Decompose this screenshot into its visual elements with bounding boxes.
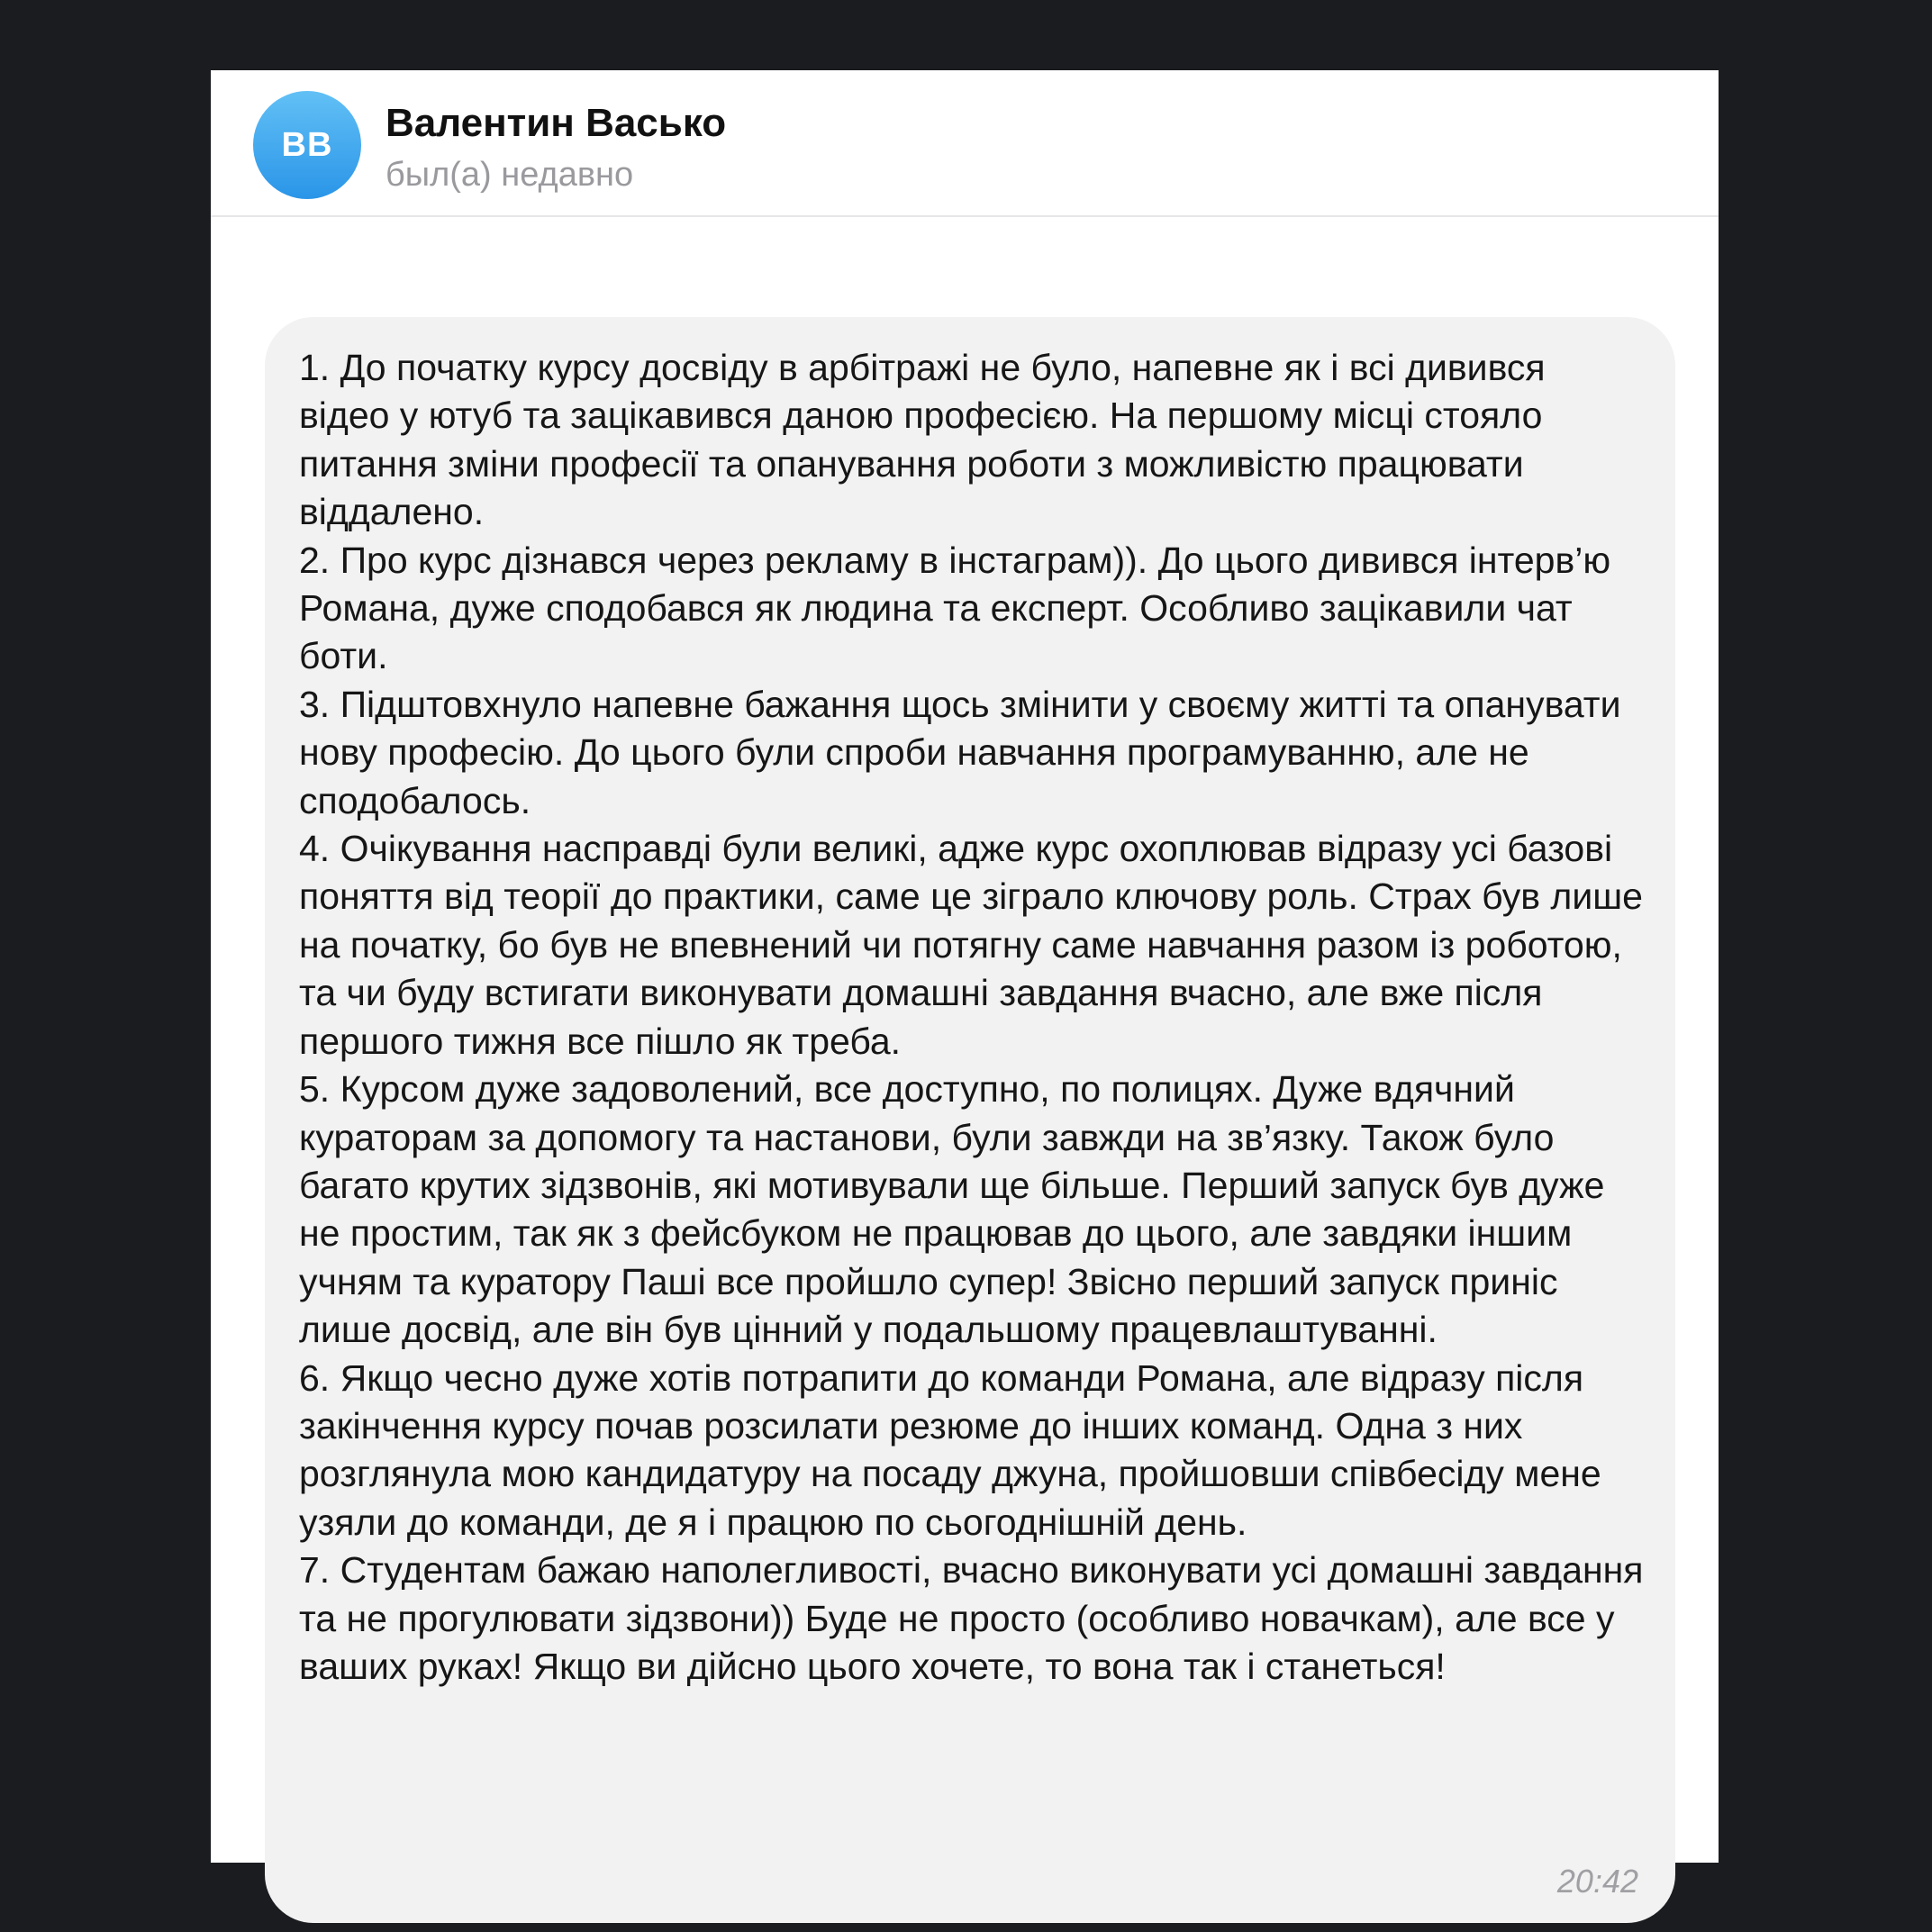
message-timestamp: 20:42 [1556, 1863, 1638, 1900]
avatar[interactable] [253, 91, 361, 199]
contact-status: был(а) недавно [385, 156, 634, 194]
contact-name[interactable]: Валентин Васько [385, 101, 727, 145]
avatar-initials: ВВ [281, 125, 333, 164]
chat-window [211, 70, 1719, 1900]
message-bubble[interactable] [265, 317, 1675, 1923]
chat-header[interactable] [211, 70, 1719, 217]
message-text: 1. До початку курсу досвіду в арбітражі не було, напевне як і всі дивився відео у ютуб та зацікавився даною професією. На першому місці стояло питання зміни професії та опанування роботи з можливістю працювати віддалено. 2. Про курс дізнався через рекламу в інстаграм)). До цього дивився інтерв’ю Романа, дуже сподобався як людина та експерт. Особливо зацікавили чат боти. 3. Підштовхнуло напевне бажання щось змінити у своєму житті та опанувати нову професію. До цього були спроби навчання програмуванню, але не сподобалось. 4. Очікування насправді були великі, адже курс охоплював відразу усі базові поняття від теорії до практики, саме це зіграло ключову роль. Страх був лише на початку, бо був не впевнений чи потягну саме навчання разом із роботою, та чи буду встигати виконувати домашні завдання вчасно, але вже після першого тижня все пішло як треба. 5. Курсом дуже задоволений, все доступно, по полицях. Дуже вдячний кураторам за допомогу та настанови, були завжди на зв’язку. Також було багато крутих зідзвонів, які мотивували ще більше. Перший запуск був дуже не простим, так як з фейсбуком не працював до цього, але завдяки іншим учням та куратору Паші все пройшло супер! Звісно перший запуск приніс лише досвід, але він був цінний у подальшому працевлаштуванні. 6. Якщо чесно дуже хотів потрапити до команди Романа, але відразу після закінчення курсу почав розсилати резюме до інших команд. Одна з них розглянула мою кандидатуру на посаду джуна, пройшовши співбесіду мене узяли до команди, де я і працюю по сьогоднішній день. 7. Студентам бажаю наполегливості, вчасно виконувати усі домашні завдання та не прогулювати зідзвони)) Буде не просто (особливо новачкам), але все у ваших руках! Якщо ви дійсно цього хочете, то вона так і станеться! [299, 347, 1644, 1687]
